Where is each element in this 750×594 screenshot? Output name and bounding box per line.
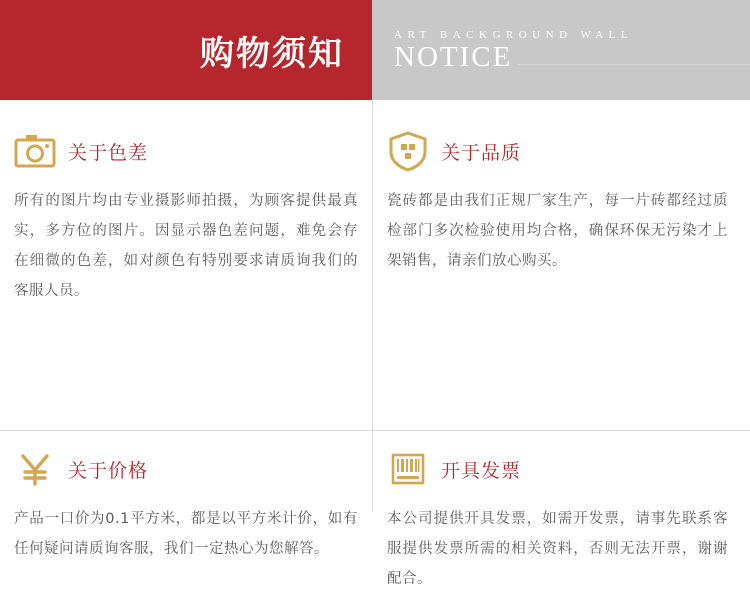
notice-item-title: 关于品质	[441, 141, 522, 164]
notice-grid	[0, 100, 750, 587]
notice-item-title: 开具发票	[441, 459, 522, 482]
header-title-block	[0, 0, 372, 100]
notice-item-header	[14, 442, 358, 496]
invoice-icon	[387, 448, 429, 490]
notice-item-header	[14, 124, 358, 178]
grid-horizontal-divider	[0, 430, 750, 431]
camera-icon	[14, 130, 56, 172]
notice-item-price	[0, 442, 372, 564]
header-english-block	[372, 0, 750, 100]
page-header	[0, 0, 750, 100]
notice-item-title: 关于色差	[68, 141, 149, 164]
notice-item-color-difference	[0, 124, 372, 306]
notice-item-title: 关于价格	[68, 459, 149, 482]
shield-quality-icon	[387, 130, 429, 172]
header-title-en: NOTICE	[394, 40, 513, 73]
notice-item-text: 瓷砖都是由我们正规厂家生产，每一片砖都经过质检部门多次检验使用均合格，确保环保无污染才上架销售，请亲们放心购买。	[387, 193, 728, 269]
yen-price-icon	[14, 448, 56, 490]
notice-item-text: 产品一口价为0.1平方米，都是以平方米计价，如有任何疑问请质询客服，我们一定热心为您解答。	[14, 511, 358, 557]
notice-item-invoice	[373, 442, 750, 594]
page-title: 购物须知	[200, 33, 344, 74]
notice-item-quality	[373, 124, 750, 276]
notice-item-text: 本公司提供开具发票，如需开发票，请事先联系客服提供发票所需的相关资料，否则无法开票，谢谢配合。	[387, 511, 728, 587]
header-subtitle-en: ART BACKGROUND WALL	[394, 28, 634, 41]
notice-item-header	[387, 442, 736, 496]
notice-item-header	[387, 124, 736, 178]
header-divider	[518, 64, 750, 65]
notice-item-text: 所有的图片均由专业摄影师拍摄，为顾客提供最真实，多方位的图片。因显示器色差问题，难免会存在细微的色差，如对颜色有特别要求请质询我们的客服人员。	[14, 193, 358, 299]
